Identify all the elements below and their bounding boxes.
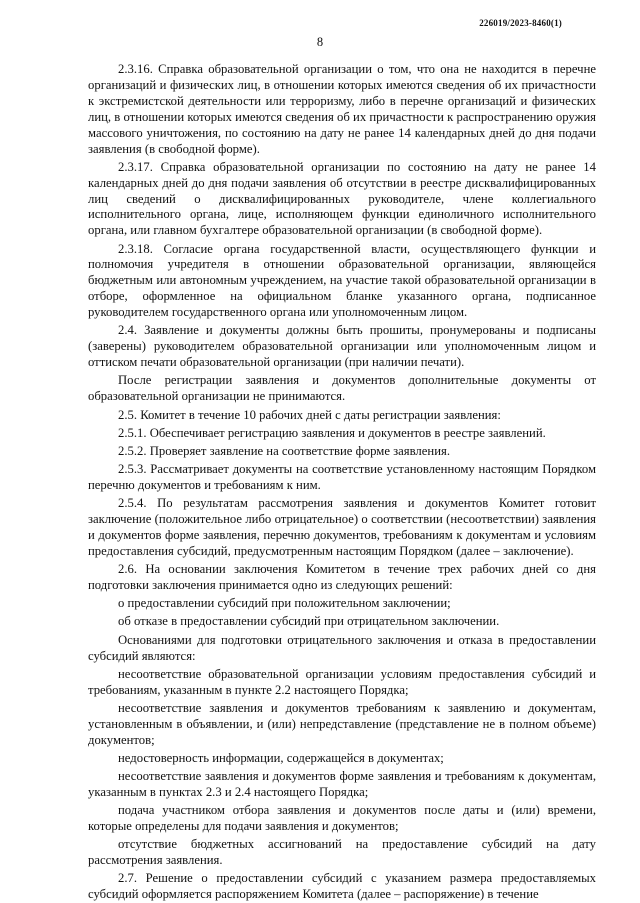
document-body [88,62,596,903]
document-number: 226019/2023-8460(1) [479,18,562,28]
list-item-refusal-decision: об отказе в предоставлении субсидий при отрицательном заключении. [118,614,500,629]
paragraph-2-5-2: 2.5.2. Проверяет заявление на соответствие форме заявления. [118,443,450,458]
list-item-grant-decision: о предоставлении субсидий при положительном заключении; [118,596,451,611]
paragraph-2-3-17: 2.3.17. Справка образовательной организации по состоянию на дату не ранее 14 календарных дней до дня подачи заявления об отсутствии в реестре дисквалифицированных лиц сведений о дисквалифицированных руководителе, члене коллегиального исполнительного органа, лице, исполняющем функции единоличного исполнительного органа, или главном бухгалтере образовательной организации (в свободной форме). [88,159,596,238]
list-item-ground-3: недостоверность информации, содержащейся в документах; [118,750,444,765]
paragraph-2-6: 2.6. На основании заключения Комитетом в течение трех рабочих дней со дня подготовки заключения принимается одно из следующих решений: [88,562,596,593]
page-number: 8 [316,35,324,49]
paragraph-after-registration: После регистрации заявления и документов дополнительные документы от образовательной организации не принимаются. [88,373,596,404]
paragraph-2-3-16: 2.3.16. Справка образовательной организации о том, что она не находится в перечне организаций и физических лиц, в отношении которых имеются сведения об их причастности к экстремистской деятельности или терроризму, либо в перечне организаций и физических лиц, в отношении которых имеются сведения об их причастности к распространению оружия массового уничтожения, по состоянию на дату не ранее 14 календарных дней до дня подачи заявления (в свободной форме). [88,62,596,156]
list-item-ground-1: несоответствие образовательной организации условиям предоставления субсидий и требованиям, указанным в пункте 2.2 настоящего Порядка; [88,666,596,697]
paragraph-2-5-1: 2.5.1. Обеспечивает регистрацию заявления и документов в реестре заявлений. [118,425,546,440]
list-item-ground-5: подача участником отбора заявления и документов после даты и (или) времени, которые определены для подачи заявления и документов; [88,803,596,834]
list-item-ground-4: несоответствие заявления и документов форме заявления и требованиям к документам, указанным в пунктах 2.3 и 2.4 настоящего Порядка; [88,769,596,800]
paragraph-2-5-3: 2.5.3. Рассматривает документы на соответствие установленному настоящим Порядком перечню документов и требованиям к ним. [88,462,596,493]
paragraph-2-3-18: 2.3.18. Согласие органа государственной власти, осуществляющего функции и полномочия учредителя в отношении образовательной организации, являющейся бюджетным или автономным учреждением, на участие такой образовательной организации в отборе, оформленное на официальном бланке указанного органа, подписанное руководителем государственного органа или уполномоченным лицом. [88,241,596,320]
paragraph-refusal-grounds: Основаниями для подготовки отрицательного заключения и отказа в предоставлении субсидий являются: [88,632,596,663]
list-item-ground-2: несоответствие заявления и документов требованиям к заявлению и документам, установленным в объявлении, и (или) непредставление (представление не в полном объеме) документов; [88,700,596,747]
paragraph-2-4: 2.4. Заявление и документы должны быть прошиты, пронумерованы и подписаны (заверены) руководителем образовательной организации или уполномоченным лицом и оттиском печати образовательной организации (при наличии печати). [88,323,596,370]
paragraph-2-7: 2.7. Решение о предоставлении субсидий с указанием размера предоставляемых субсидий оформляется распоряжением Комитета (далее – распоряжение) в течение [88,871,596,902]
list-item-ground-6: отсутствие бюджетных ассигнований на предоставление субсидий на дату рассмотрения заявления. [88,837,596,868]
paragraph-2-5-4: 2.5.4. По результатам рассмотрения заявления и документов Комитет готовит заключение (положительное либо отрицательное) о соответствии (несоответствии) заявления и документов форме заявления, перечню документов, требованиям к документам и условиям предоставления субсидий, предусмотренным настоящим Порядком (далее – заключение). [88,496,596,558]
paragraph-2-5: 2.5. Комитет в течение 10 рабочих дней с даты регистрации заявления: [118,407,501,422]
